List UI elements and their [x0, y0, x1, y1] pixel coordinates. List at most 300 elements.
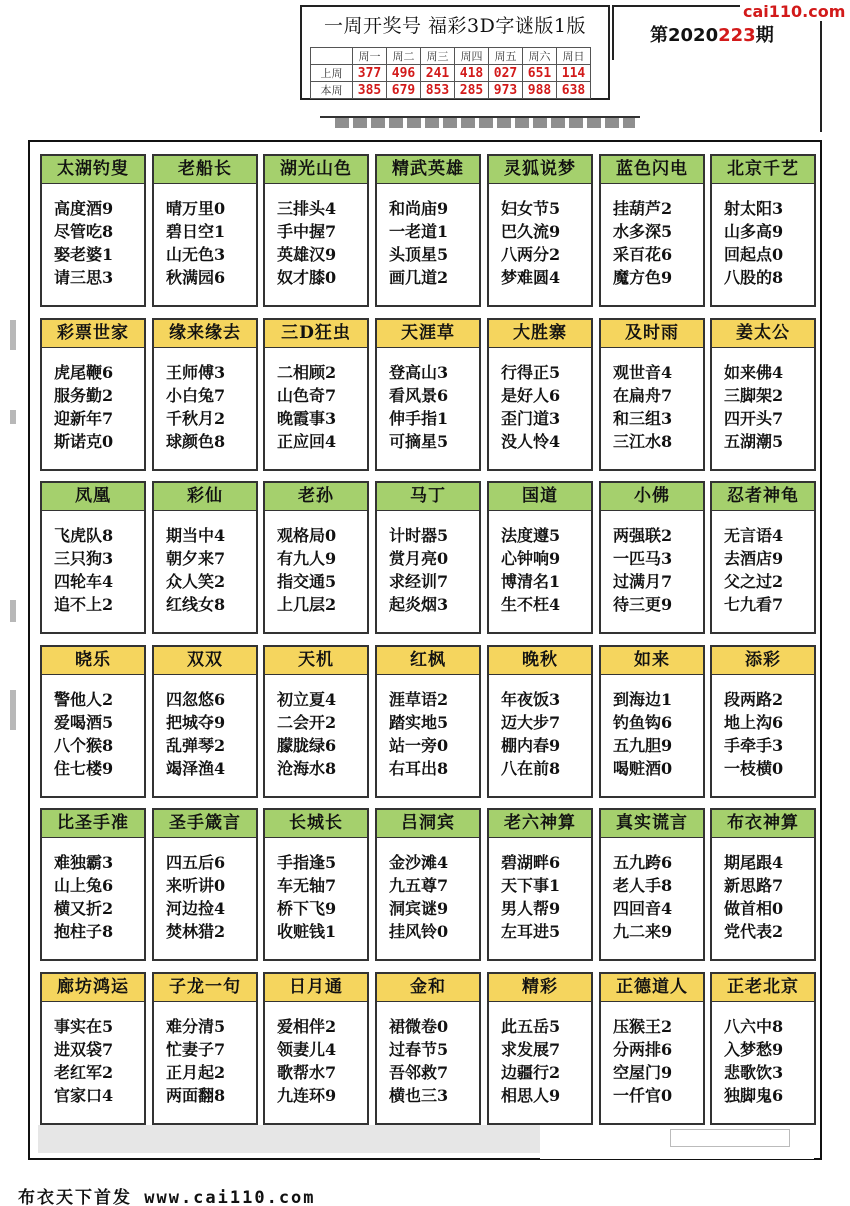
cell-body: [265, 1002, 367, 1107]
cell-title: 正德道人: [601, 974, 703, 1002]
riddle-line: 独脚鬼6: [724, 1086, 784, 1105]
riddle-line: 边疆行2: [501, 1063, 561, 1082]
riddle-line: 年夜饭3: [501, 690, 561, 709]
day-header: 周一: [353, 48, 387, 65]
cell-title: 三D狂虫: [265, 320, 367, 348]
draw-number: 988: [523, 82, 557, 99]
riddle-line: 山色奇7: [277, 386, 337, 405]
cell-body: [601, 184, 703, 289]
cell-title: 布衣神算: [712, 810, 814, 838]
cell-body: [154, 184, 256, 289]
cell-body: [154, 348, 256, 453]
riddle-cell: [599, 318, 705, 471]
left-edge-marks: [6, 300, 22, 1000]
riddle-line: 新思路7: [724, 876, 784, 895]
riddle-line: 挂风铃0: [389, 922, 449, 941]
riddle-line: 飞虎队8: [54, 526, 114, 545]
riddle-cell: [599, 154, 705, 307]
cell-title: 真实谎言: [601, 810, 703, 838]
cell-title: 凤凰: [42, 483, 144, 511]
riddle-line: 沧海水8: [277, 759, 337, 778]
riddle-line: 横又折2: [54, 899, 114, 918]
riddle-line: 钓鱼钩6: [613, 713, 673, 732]
cell-title: 彩仙: [154, 483, 256, 511]
riddle-line: 收赃钱1: [277, 922, 337, 941]
riddle-cell: [263, 645, 369, 798]
riddle-line: 可摘星5: [389, 432, 449, 451]
riddle-cell: [152, 972, 258, 1125]
riddle-cell: [152, 318, 258, 471]
cell-body: [377, 184, 479, 289]
riddle-cell: [599, 481, 705, 634]
riddle-cell: [710, 972, 816, 1125]
cell-body: [601, 675, 703, 780]
draw-number: 241: [421, 65, 455, 82]
riddle-line: 尽管吃8: [54, 222, 114, 241]
weekly-draw-panel: [300, 5, 610, 100]
riddle-cell: [263, 808, 369, 961]
cell-body: [265, 675, 367, 780]
riddle-line: 四回音4: [613, 899, 673, 918]
riddle-line: 此五岳5: [501, 1017, 561, 1036]
cell-title: 日月通: [265, 974, 367, 1002]
riddle-line: 乱弹琴2: [166, 736, 226, 755]
riddle-line: 三只狗3: [54, 549, 114, 568]
riddle-cell: [40, 972, 146, 1125]
cell-body: [712, 1002, 814, 1107]
riddle-line: 球颜色8: [166, 432, 226, 451]
riddle-line: 画几道2: [389, 268, 449, 287]
panel-title: 一周开奖号 福彩3D字谜版1版: [324, 15, 586, 37]
riddle-line: 横也三3: [389, 1086, 449, 1105]
riddle-line: 两面翻8: [166, 1086, 226, 1105]
riddle-line: 四五后6: [166, 853, 226, 872]
riddle-line: 上几层2: [277, 595, 337, 614]
riddle-line: 去酒店9: [724, 549, 784, 568]
riddle-line: 山上兔6: [54, 876, 114, 895]
riddle-line: 一枝横0: [724, 759, 784, 778]
riddle-line: 三排头4: [277, 199, 337, 218]
cell-title: 老六神算: [489, 810, 591, 838]
riddle-line: 山多高9: [724, 222, 784, 241]
riddle-line: 法度遵5: [501, 526, 561, 545]
riddle-line: 斯诺克0: [54, 432, 114, 451]
footer-credit: 布衣天下首发 www.cai110.com: [18, 1188, 316, 1206]
riddle-line: 心钟响9: [501, 549, 561, 568]
divider: [820, 60, 822, 132]
riddle-line: 过春节5: [389, 1040, 449, 1059]
riddle-cell: [375, 481, 481, 634]
riddle-cell: [710, 481, 816, 634]
riddle-line: 一匹马3: [613, 549, 673, 568]
cropped-text-strip: [335, 118, 635, 128]
riddle-line: 九二来9: [613, 922, 673, 941]
riddle-line: 梦难圆4: [501, 268, 561, 287]
bottom-box: [670, 1129, 790, 1147]
riddle-line: 一仟官0: [613, 1086, 673, 1105]
riddle-line: 四开头7: [724, 409, 784, 428]
riddle-cell: [263, 318, 369, 471]
cell-body: [42, 348, 144, 453]
riddle-line: 晚霞事3: [277, 409, 337, 428]
draw-number: 385: [353, 82, 387, 99]
riddle-cell: [599, 972, 705, 1125]
riddle-line: 九五尊7: [389, 876, 449, 895]
draw-number: 679: [387, 82, 421, 99]
riddle-cell: [487, 972, 593, 1125]
riddle-line: 焚林猎2: [166, 922, 226, 941]
day-header: 周日: [557, 48, 591, 65]
cell-body: [265, 511, 367, 616]
riddle-line: 如来佛4: [724, 363, 784, 382]
riddle-line: 二会开2: [277, 713, 337, 732]
riddle-line: 求经训7: [389, 572, 449, 591]
riddle-line: 巴久流9: [501, 222, 561, 241]
riddle-cell: [40, 318, 146, 471]
draw-number: 285: [455, 82, 489, 99]
riddle-line: 山无色3: [166, 245, 226, 264]
riddle-line: 采百花6: [613, 245, 673, 264]
riddle-line: 王师傅3: [166, 363, 226, 382]
riddle-line: 高度酒9: [54, 199, 114, 218]
cell-body: [601, 348, 703, 453]
riddle-line: 行得正5: [501, 363, 561, 382]
riddle-line: 来听讲0: [166, 876, 226, 895]
riddle-line: 踏实地5: [389, 713, 449, 732]
cell-body: [377, 348, 479, 453]
cell-title: 天涯草: [377, 320, 479, 348]
riddle-line: 八两分2: [501, 245, 561, 264]
riddle-line: 住七楼9: [54, 759, 114, 778]
cell-title: 北京千艺: [712, 156, 814, 184]
riddle-line: 回起点0: [724, 245, 784, 264]
riddle-line: 把城夺9: [166, 713, 226, 732]
weekly-draw-table: [310, 47, 591, 99]
riddle-line: 洞宾谜9: [389, 899, 449, 918]
riddle-line: 站一旁0: [389, 736, 449, 755]
riddle-cell: [599, 808, 705, 961]
riddle-cell: [40, 481, 146, 634]
riddle-line: 求发展7: [501, 1040, 561, 1059]
riddle-cell: [263, 972, 369, 1125]
riddle-line: 是好人6: [501, 386, 561, 405]
day-header: 周五: [489, 48, 523, 65]
riddle-line: 水多深5: [613, 222, 673, 241]
riddle-line: 博清名1: [501, 572, 561, 591]
riddle-line: 迎新年7: [54, 409, 114, 428]
riddle-line: 歌帮水7: [277, 1063, 337, 1082]
riddle-line: 爱相伴2: [277, 1017, 337, 1036]
cell-body: [42, 838, 144, 943]
riddle-line: 八在前8: [501, 759, 561, 778]
cell-body: [154, 838, 256, 943]
cell-body: [42, 675, 144, 780]
riddle-line: 到海边1: [613, 690, 673, 709]
riddle-line: 初立夏4: [277, 690, 337, 709]
riddle-cell: [375, 972, 481, 1125]
cell-title: 双双: [154, 647, 256, 675]
riddle-line: 碧日空1: [166, 222, 226, 241]
draw-number: 651: [523, 65, 557, 82]
riddle-line: 右耳出8: [389, 759, 449, 778]
riddle-line: 棚内春9: [501, 736, 561, 755]
riddle-line: 请三思3: [54, 268, 114, 287]
cell-title: 廊坊鸿运: [42, 974, 144, 1002]
cell-body: [601, 1002, 703, 1107]
draw-number: 496: [387, 65, 421, 82]
riddle-line: 正应回4: [277, 432, 337, 451]
riddle-line: 涯草语2: [389, 690, 449, 709]
cell-title: 老船长: [154, 156, 256, 184]
riddle-line: 喝赃酒0: [613, 759, 673, 778]
riddle-line: 赏月亮0: [389, 549, 449, 568]
cell-body: [489, 675, 591, 780]
riddle-line: 抱柱子8: [54, 922, 114, 941]
riddle-cell: [710, 808, 816, 961]
riddle-line: 悲歌饮3: [724, 1063, 784, 1082]
table-row: [311, 65, 591, 82]
cell-body: [601, 838, 703, 943]
cell-title: 太湖钓叟: [42, 156, 144, 184]
cell-title: 精武英雄: [377, 156, 479, 184]
riddle-cell: [710, 645, 816, 798]
cell-body: [265, 348, 367, 453]
issue-number: 第2020223期: [650, 25, 774, 46]
day-header: 周二: [387, 48, 421, 65]
cell-title: 姜太公: [712, 320, 814, 348]
day-header: 周四: [455, 48, 489, 65]
cell-title: 灵狐说梦: [489, 156, 591, 184]
riddle-line: 手牵手3: [724, 736, 784, 755]
cell-body: [265, 184, 367, 289]
riddle-cell: [263, 481, 369, 634]
cell-title: 忍者神龟: [712, 483, 814, 511]
riddle-line: 天下事1: [501, 876, 561, 895]
row-label: 本周: [311, 82, 353, 99]
riddle-line: 父之过2: [724, 572, 784, 591]
riddle-line: 七九看7: [724, 595, 784, 614]
riddle-line: 头顶星5: [389, 245, 449, 264]
cell-title: 晚秋: [489, 647, 591, 675]
riddle-line: 手中握7: [277, 222, 337, 241]
riddle-line: 有九人9: [277, 549, 337, 568]
riddle-line: 英雄汉9: [277, 245, 337, 264]
cell-title: 比圣手准: [42, 810, 144, 838]
riddle-line: 期尾跟4: [724, 853, 784, 872]
riddle-cell: [710, 154, 816, 307]
riddle-line: 挂葫芦2: [613, 199, 673, 218]
riddle-cell: [487, 318, 593, 471]
cell-title: 大胜寨: [489, 320, 591, 348]
cell-title: 圣手箴言: [154, 810, 256, 838]
riddle-line: 进双袋7: [54, 1040, 114, 1059]
riddle-cell: [152, 154, 258, 307]
riddle-line: 伸手指1: [389, 409, 449, 428]
riddle-line: 难分清5: [166, 1017, 226, 1036]
riddle-line: 党代表2: [724, 922, 784, 941]
riddle-line: 事实在5: [54, 1017, 114, 1036]
riddle-line: 相思人9: [501, 1086, 561, 1105]
draw-number: 114: [557, 65, 591, 82]
draw-number: 973: [489, 82, 523, 99]
riddle-line: 官家口4: [54, 1086, 114, 1105]
draw-number: 027: [489, 65, 523, 82]
riddle-cell: [375, 154, 481, 307]
riddle-line: 吾邻救7: [389, 1063, 449, 1082]
cell-body: [489, 348, 591, 453]
riddle-line: 八六中8: [724, 1017, 784, 1036]
riddle-line: 金沙滩4: [389, 853, 449, 872]
riddle-line: 观世音4: [613, 363, 673, 382]
riddle-line: 老人手8: [613, 876, 673, 895]
riddle-line: 登高山3: [389, 363, 449, 382]
cell-body: [377, 838, 479, 943]
riddle-line: 在扁舟7: [613, 386, 673, 405]
riddle-line: 观格局0: [277, 526, 337, 545]
cell-title: 老孙: [265, 483, 367, 511]
cell-body: [712, 511, 814, 616]
cell-title: 湖光山色: [265, 156, 367, 184]
riddle-line: 车无轴7: [277, 876, 337, 895]
cell-title: 彩票世家: [42, 320, 144, 348]
cell-body: [712, 348, 814, 453]
cell-title: 晓乐: [42, 647, 144, 675]
riddle-line: 忙妻子7: [166, 1040, 226, 1059]
cell-title: 马丁: [377, 483, 479, 511]
riddle-cell: [710, 318, 816, 471]
riddle-line: 没人怜4: [501, 432, 561, 451]
day-header: 周六: [523, 48, 557, 65]
riddle-line: 五九跨6: [613, 853, 673, 872]
cell-title: 国道: [489, 483, 591, 511]
cell-title: 如来: [601, 647, 703, 675]
riddle-line: 看风景6: [389, 386, 449, 405]
riddle-line: 期当中4: [166, 526, 226, 545]
cell-body: [42, 1002, 144, 1107]
riddle-line: 四忽悠6: [166, 690, 226, 709]
riddle-line: 迈大步7: [501, 713, 561, 732]
riddle-line: 计时器5: [389, 526, 449, 545]
cell-body: [377, 1002, 479, 1107]
riddle-cell: [375, 645, 481, 798]
cell-body: [377, 675, 479, 780]
riddle-cell: [487, 154, 593, 307]
cell-body: [489, 184, 591, 289]
riddle-line: 左耳进5: [501, 922, 561, 941]
riddle-line: 五湖潮5: [724, 432, 784, 451]
riddle-line: 和三组3: [613, 409, 673, 428]
riddle-line: 奴才膝0: [277, 268, 337, 287]
cell-title: 蓝色闪电: [601, 156, 703, 184]
cell-body: [712, 675, 814, 780]
cell-body: [489, 1002, 591, 1107]
riddle-line: 分两排6: [613, 1040, 673, 1059]
riddle-line: 晴万里0: [166, 199, 226, 218]
riddle-line: 五九胆9: [613, 736, 673, 755]
riddle-cell: [263, 154, 369, 307]
riddle-line: 服务勤2: [54, 386, 114, 405]
riddle-line: 秋满园6: [166, 268, 226, 287]
riddle-cell: [375, 318, 481, 471]
cell-title: 长城长: [265, 810, 367, 838]
table-row: [311, 82, 591, 99]
cell-body: [601, 511, 703, 616]
riddle-cell: [152, 645, 258, 798]
riddle-cell: [40, 645, 146, 798]
riddle-line: 朝夕来7: [166, 549, 226, 568]
draw-number: 377: [353, 65, 387, 82]
cell-title: 金和: [377, 974, 479, 1002]
cell-body: [154, 675, 256, 780]
riddle-line: 四轮车4: [54, 572, 114, 591]
site-logo[interactable]: cai110.com: [740, 2, 848, 21]
riddle-line: 地上沟6: [724, 713, 784, 732]
riddle-line: 做首相0: [724, 899, 784, 918]
riddle-line: 老红军2: [54, 1063, 114, 1082]
cell-title: 吕洞宾: [377, 810, 479, 838]
riddle-line: 爱喝酒5: [54, 713, 114, 732]
riddle-line: 压猴王2: [613, 1017, 673, 1036]
riddle-line: 和尚庙9: [389, 199, 449, 218]
riddle-line: 追不上2: [54, 595, 114, 614]
cell-title: 小佛: [601, 483, 703, 511]
cell-body: [377, 511, 479, 616]
riddle-line: 警他人2: [54, 690, 114, 709]
riddle-cell: [487, 645, 593, 798]
cell-body: [42, 511, 144, 616]
riddle-line: 红线女8: [166, 595, 226, 614]
cell-body: [154, 1002, 256, 1107]
riddle-line: 二相顾2: [277, 363, 337, 382]
riddle-line: 妇女节5: [501, 199, 561, 218]
riddle-cell: [375, 808, 481, 961]
day-header: 周三: [421, 48, 455, 65]
riddle-line: 手指逢5: [277, 853, 337, 872]
draw-number: 638: [557, 82, 591, 99]
riddle-line: 两强联2: [613, 526, 673, 545]
cell-title: 精彩: [489, 974, 591, 1002]
riddle-line: 小白兔7: [166, 386, 226, 405]
cell-body: [712, 184, 814, 289]
cell-title: 天机: [265, 647, 367, 675]
riddle-line: 起炎烟3: [389, 595, 449, 614]
riddle-line: 待三更9: [613, 595, 673, 614]
riddle-line: 魔方色9: [613, 268, 673, 287]
cell-title: 缘来缘去: [154, 320, 256, 348]
cell-body: [265, 838, 367, 943]
cell-body: [489, 511, 591, 616]
riddle-line: 虎尾鞭6: [54, 363, 114, 382]
riddle-line: 众人笑2: [166, 572, 226, 591]
riddle-cell: [487, 481, 593, 634]
cell-title: 子龙一句: [154, 974, 256, 1002]
riddle-cell: [40, 154, 146, 307]
riddle-line: 生不枉4: [501, 595, 561, 614]
riddle-line: 歪门道3: [501, 409, 561, 428]
riddle-line: 三江水8: [613, 432, 673, 451]
riddle-line: 段两路2: [724, 690, 784, 709]
riddle-line: 正月起2: [166, 1063, 226, 1082]
cell-body: [712, 838, 814, 943]
riddle-line: 领妻儿4: [277, 1040, 337, 1059]
riddle-line: 河边捡4: [166, 899, 226, 918]
cell-title: 红枫: [377, 647, 479, 675]
riddle-line: 射太阳3: [724, 199, 784, 218]
riddle-line: 一老道1: [389, 222, 449, 241]
riddle-line: 入梦愁9: [724, 1040, 784, 1059]
draw-number: 418: [455, 65, 489, 82]
riddle-line: 八股的8: [724, 268, 784, 287]
